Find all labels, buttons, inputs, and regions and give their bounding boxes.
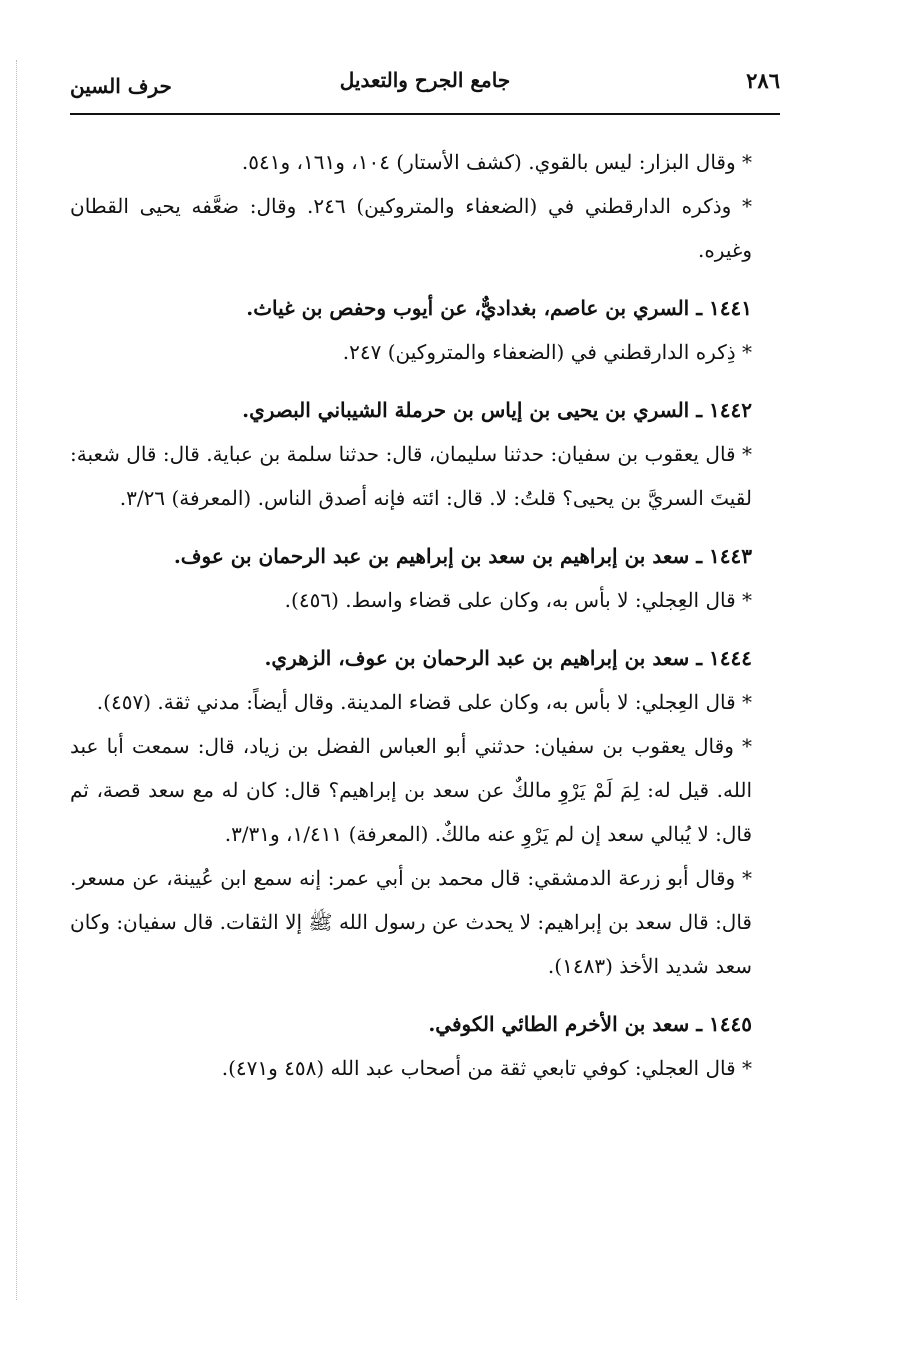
- book-title: جامع الجرح والتعديل: [339, 68, 511, 92]
- entry-title: ١٤٤٤ ـ سعد بن إبراهيم بن عبد الرحمان بن عوف، الزهري.: [264, 646, 752, 670]
- entry-paragraph: * قال العجلي: كوفي تابعي ثقة من أصحاب عبد الله (٤٥٨ و٤٧١).: [221, 1056, 752, 1080]
- biography-entry: [70, 286, 780, 374]
- entry-title: ١٤٤٢ ـ السري بن يحيى بن إياس بن حرملة الشيباني البصري.: [242, 398, 752, 422]
- section-title: حرف السين: [70, 74, 172, 98]
- entry-paragraph: * وقال أبو زرعة الدمشقي: قال محمد بن أبي عمر: إنه سمع ابن عُيينة، عن مسعر. قال: قال سعد بن إبراهيم: لا يحدث عن رسول الله ﷺ إلا الثقات. قال سفيان: وكان سعد شديد الأخذ (١٤٨٣).: [70, 866, 752, 978]
- entry-title: ١٤٤١ ـ السري بن عاصم، بغداديٌّ، عن أيوب وحفص بن غياث.: [246, 296, 752, 320]
- main-text: [70, 140, 780, 1090]
- entry-paragraph: * ذِكره الدارقطني في (الضعفاء والمتروكين) ٢٤٧.: [342, 340, 752, 364]
- header-rule: [70, 113, 780, 115]
- intro-paragraph: * وذكره الدارقطني في (الضعفاء والمتروكين) ٢٤٦. وقال: ضعَّفه يحيى القطان وغيره.: [70, 194, 752, 262]
- scan-edge-mark: [16, 60, 19, 1300]
- page-number: ٢٨٦: [746, 68, 780, 93]
- biography-entry: [70, 1002, 780, 1090]
- running-header: [70, 66, 780, 106]
- intro-paragraph: * وقال البزار: ليس بالقوي. (كشف الأستار) ١٠٤، و١٦١، و٥٤١.: [241, 150, 752, 174]
- biography-entry: [70, 388, 780, 520]
- entry-paragraph: * قال العِجلي: لا بأس به، وكان على قضاء واسط. (٤٥٦).: [284, 588, 752, 612]
- entry-paragraph: * وقال يعقوب بن سفيان: حدثني أبو العباس الفضل بن زياد، قال: سمعت أبا عبد الله. قيل له: لِمَ لَمْ يَرْوِ مالكٌ عن سعد بن إبراهيم؟ قال: كان له مع سعد قصة، ثم قال: لا يُبالي سعد إن لم يَرْوِ عنه مالكٌ. (المعرفة) ١/٤١١، و٣/٣١.: [70, 734, 752, 846]
- entry-paragraph: * قال يعقوب بن سفيان: حدثنا سليمان، قال: حدثنا سلمة بن عباية. قال: قال شعبة: لقيتَ السريَّ بن يحيى؟ قلتُ: لا. قال: ائته فإنه أصدق الناس. (المعرفة) ٣/٢٦.: [70, 442, 752, 510]
- biography-entry: [70, 534, 780, 622]
- entry-title: ١٤٤٥ ـ سعد بن الأخرم الطائي الكوفي.: [428, 1012, 752, 1036]
- biography-entry: [70, 636, 780, 988]
- entry-paragraph: * قال العِجلي: لا بأس به، وكان على قضاء المدينة. وقال أيضاً: مدني ثقة. (٤٥٧).: [96, 690, 752, 714]
- entry-title: ١٤٤٣ ـ سعد بن إبراهيم بن سعد بن إبراهيم بن عبد الرحمان بن عوف.: [173, 544, 752, 568]
